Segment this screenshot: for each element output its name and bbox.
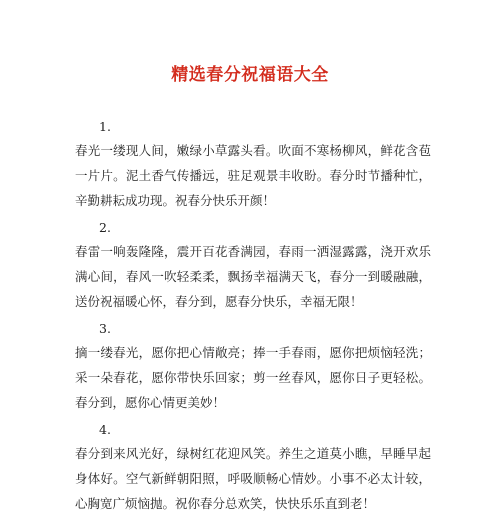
item-text: 春分到来风光好，绿树红花迎风笑。养生之道莫小瞧，早睡早起身体好。空气新鲜朝阳照，呼吸顺畅心情妙。小事不必太计较，心胸宽广烦恼抛。祝你春分总欢笑，快快乐乐直到老！ <box>75 446 431 511</box>
blessing-item <box>75 318 431 415</box>
item-number: 2. <box>99 220 111 235</box>
item-number: 3. <box>99 321 111 336</box>
blessing-item <box>75 116 431 213</box>
item-number: 4. <box>99 422 111 437</box>
document-title: 精选春分祝福语大全 <box>171 65 329 85</box>
blessing-item <box>75 217 431 314</box>
item-number: 1. <box>99 119 111 134</box>
blessing-list <box>75 116 431 520</box>
item-text: 春光一缕现人间，嫩绿小草露头看。吹面不寒杨柳风，鲜花含苞一片片。泥土香气传播远，驻足观景丰收盼。春分时节播种忙，辛勤耕耘成功现。祝春分快乐开颜！ <box>75 143 431 208</box>
blessing-item <box>75 419 431 516</box>
item-text: 春雷一响轰隆隆，震开百花香满园，春雨一洒湿露露，浇开欢乐满心间，春风一吹轻柔柔，飘扬幸福满天飞，春分一到暖融融，送份祝福暖心怀，春分到，愿春分快乐，幸福无限！ <box>75 244 431 309</box>
item-text: 摘一缕春光，愿你把心情敞亮；捧一手春雨，愿你把烦恼轻洗；采一朵春花，愿你带快乐回家；剪一丝春风，愿你日子更轻松。春分到，愿你心情更美妙！ <box>75 345 431 410</box>
